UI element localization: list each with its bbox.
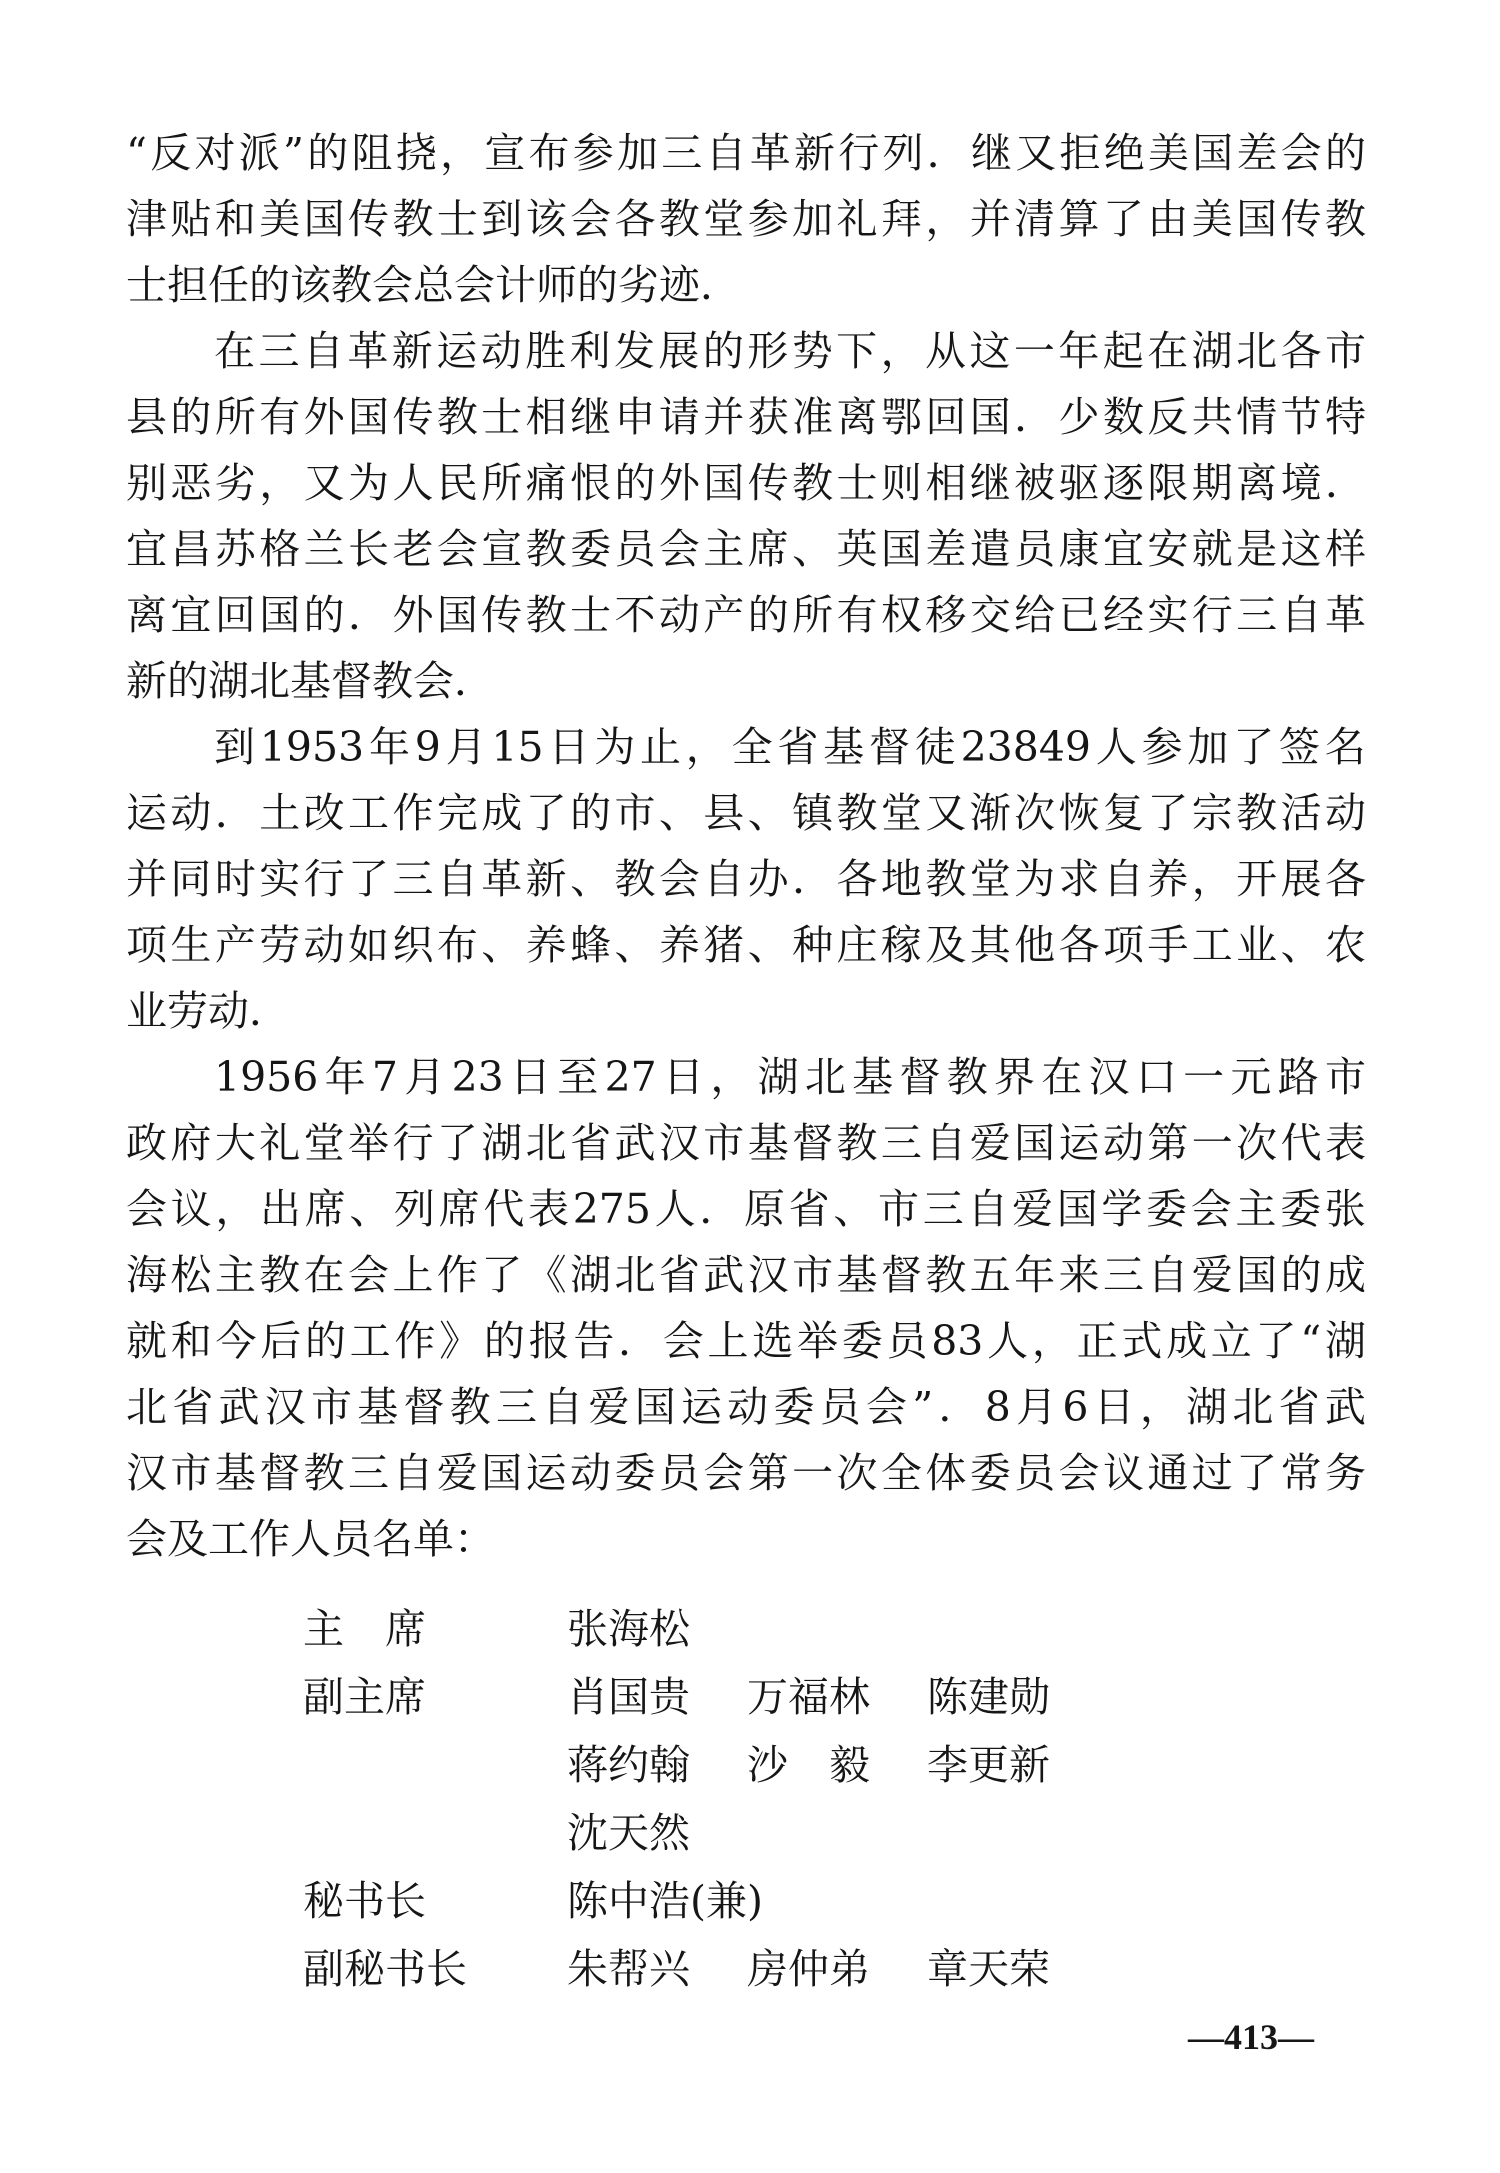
- text-line: 北 省 武 汉 市 基 督 教 三 自 爱 国 运 动 委 员 会 ” ． 8 月 6 日 ， 湖 北 省 武: [126, 1383, 1366, 1431]
- text-line: 运 动 ． 土 改 工 作 完 成 了 的 市 、 县 、 镇 教 堂 又 渐 次 恢 复 了 宗 教 活 动: [126, 789, 1366, 837]
- roster-name: 陈建勋: [927, 1673, 1050, 1721]
- text-line: 就 和 今 后 的 工 作 》 的 报 告 ． 会 上 选 举 委 员 83 人 ， 正 式 成 立 了 “ 湖: [126, 1317, 1366, 1365]
- text-line: “ 反 对 派 ” 的 阻 挠 ， 宣 布 参 加 三 自 革 新 行 列 ． 继 又 拒 绝 美 国 差 会 的: [126, 129, 1366, 177]
- roster-name: 蒋约翰: [567, 1741, 690, 1789]
- page-number: —413—: [1188, 2017, 1314, 2057]
- text-line: 汉 市 基 督 教 三 自 爱 国 运 动 委 员 会 第 一 次 全 体 委 员 会 议 通 过 了 常 务: [126, 1449, 1366, 1497]
- roster-name: 沙 毅: [747, 1741, 870, 1789]
- roster-role: 主 席: [303, 1605, 426, 1653]
- text-line: 宜 昌 苏 格 兰 长 老 会 宣 教 委 员 会 主 席 、 英 国 差 遣 员 康 宜 安 就 是 这 样: [126, 525, 1366, 573]
- text-line: 士担任的该教会总会计师的劣迹．: [126, 261, 741, 309]
- roster-names: [567, 1663, 1107, 1731]
- text-line: 业劳动．: [126, 987, 290, 1035]
- roster-name: 章天荣: [927, 1945, 1050, 1993]
- text-line: 会及工作人员名单：: [126, 1515, 495, 1563]
- text-line: 政 府 大 礼 堂 举 行 了 湖 北 省 武 汉 市 基 督 教 三 自 爱 国 运 动 第 一 次 代 表: [126, 1119, 1366, 1167]
- roster-row: [303, 1867, 1103, 1935]
- text-line: 津 贴 和 美 国 传 教 士 到 该 会 各 教 堂 参 加 礼 拜 ， 并 清 算 了 由 美 国 传 教: [126, 195, 1366, 243]
- text-line: 县 的 所 有 外 国 传 教 士 相 继 申 请 并 获 准 离 鄂 回 国 ． 少 数 反 共 情 节 特: [126, 393, 1366, 441]
- roster-name: 肖国贵: [567, 1673, 690, 1721]
- roster-name: 张海松: [567, 1605, 690, 1653]
- text-line: 别 恶 劣 ， 又 为 人 民 所 痛 恨 的 外 国 传 教 士 则 相 继 被 驱 逐 限 期 离 境 ．: [126, 459, 1366, 507]
- roster-name: 沈天然: [567, 1809, 690, 1857]
- roster-name: 万福林: [747, 1673, 870, 1721]
- roster-role: 副秘书长: [303, 1945, 467, 1993]
- roster-names: [567, 1935, 1107, 2003]
- roster-names: [567, 1867, 763, 1935]
- roster-names: [567, 1799, 747, 1867]
- roster-row: [303, 1799, 1103, 1867]
- roster-names: [567, 1731, 1107, 1799]
- roster-name: 朱帮兴: [567, 1945, 690, 1993]
- roster-role: 副主席: [303, 1673, 426, 1721]
- body-text: [126, 120, 1366, 1572]
- text-line: 新的湖北基督教会．: [126, 657, 495, 705]
- roster-row: [303, 1935, 1103, 2003]
- text-line: 在 三 自 革 新 运 动 胜 利 发 展 的 形 势 下 ， 从 这 一 年 起 在 湖 北 各 市: [214, 327, 1366, 375]
- text-line: 到 1953 年 9 月 15 日 为 止 ， 全 省 基 督 徒 23849 人 参 加 了 签 名: [214, 723, 1366, 771]
- roster-name: 陈中浩(兼): [567, 1877, 763, 1925]
- text-line: 项 生 产 劳 动 如 织 布 、 养 蜂 、 养 猪 、 种 庄 稼 及 其 他 各 项 手 工 业 、 农: [126, 921, 1366, 969]
- text-line: 1956 年 7 月 23 日 至 27 日 ， 湖 北 基 督 教 界 在 汉 口 一 元 路 市: [214, 1053, 1366, 1101]
- roster-names: [567, 1595, 747, 1663]
- roster-row: [303, 1731, 1103, 1799]
- roster-row: [303, 1595, 1103, 1663]
- text-line: 离 宜 回 国 的 ． 外 国 传 教 士 不 动 产 的 所 有 权 移 交 给 已 经 实 行 三 自 革: [126, 591, 1366, 639]
- roster-row: [303, 1663, 1103, 1731]
- text-line: 并 同 时 实 行 了 三 自 革 新 、 教 会 自 办 ． 各 地 教 堂 为 求 自 养 ， 开 展 各: [126, 855, 1366, 903]
- roster-name: 李更新: [927, 1741, 1050, 1789]
- roster-name: 房仲弟: [747, 1945, 870, 1993]
- roster-role: 秘书长: [303, 1877, 426, 1925]
- text-line: 海 松 主 教 在 会 上 作 了 《 湖 北 省 武 汉 市 基 督 教 五 年 来 三 自 爱 国 的 成: [126, 1251, 1366, 1299]
- text-line: 会 议 ， 出 席 、 列 席 代 表 275 人 ． 原 省 、 市 三 自 爱 国 学 委 会 主 委 张: [126, 1185, 1366, 1233]
- committee-roster: [303, 1595, 1103, 2003]
